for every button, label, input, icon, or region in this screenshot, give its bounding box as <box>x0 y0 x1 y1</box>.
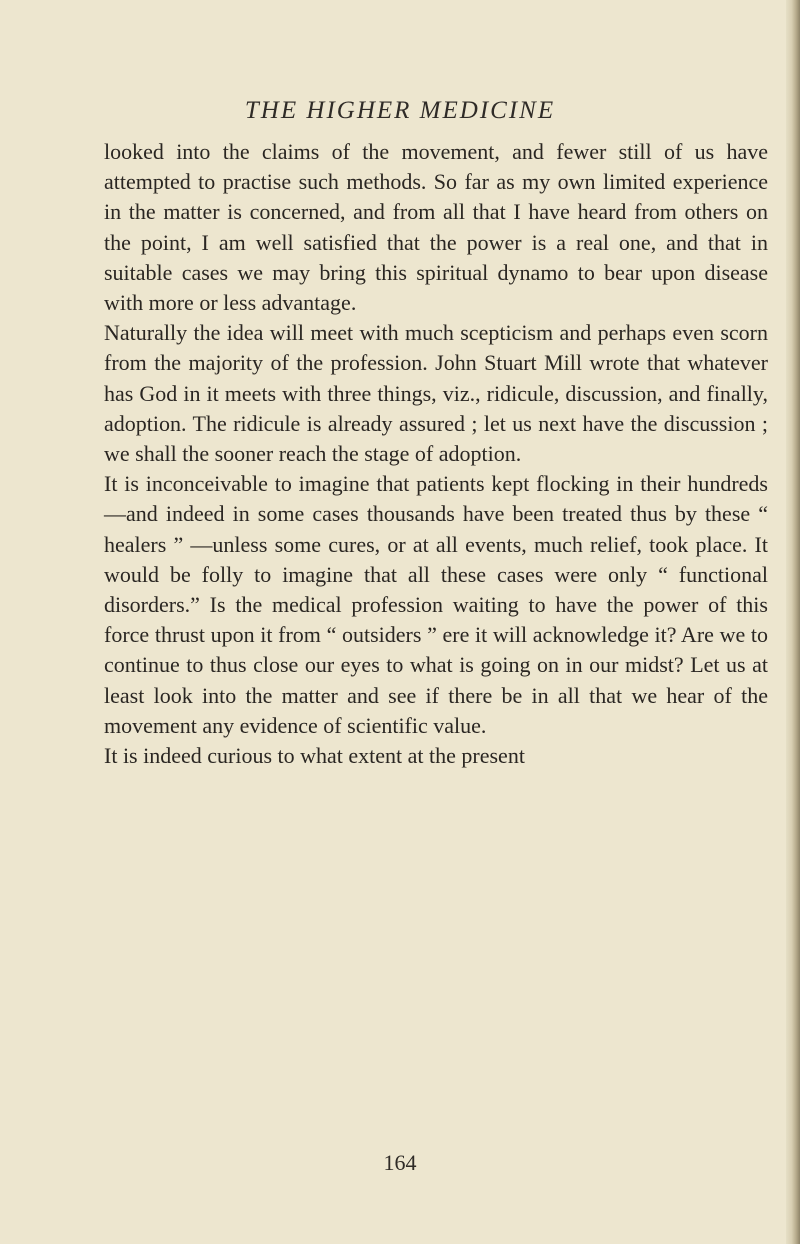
page-number: 164 <box>383 1150 417 1175</box>
paragraph-3: It is inconceivable to imagine that patients kept flocking in their hundreds—and indeed in some cases thousands have been treated thus by these “ healers ” —unless some cures, or at all events, much relief, took place. It would be folly to imagine that all these cases were only “ functional disorders.” Is the medical profession waiting to have the power of this force thrust upon it from “ outsiders ” ere it will acknowledge it? Are we to continue to thus close our eyes to what is going on in our midst? Let us at least look into the matter and see if there be in all that we hear of the movement any evidence of scientific value. <box>104 471 768 738</box>
paragraph-2: Naturally the idea will meet with much scepticism and perhaps even scorn from the majority of the profession. John Stuart Mill wrote that whatever has God in it meets with three things, viz., ridicule, discussion, and finally, adoption. The ridicule is already assured ; let us next have the discussion ; we shall the sooner reach the stage of adoption. <box>104 320 768 467</box>
running-head: THE HIGHER MEDICINE <box>244 97 556 124</box>
paragraph-4: It is indeed curious to what extent at the present <box>104 743 525 769</box>
body-text <box>104 137 768 771</box>
paragraph-1: looked into the claims of the movement, and fewer still of us have attempted to practise such methods. So far as my own limited experience in the matter is concerned, and from all that I have heard from others on the point, I am well satisfied that the power is a real one, and that in suitable cases we may bring this spiritual dynamo to bear upon disease with more or less advantage. <box>104 139 768 316</box>
page-edge <box>786 0 800 1244</box>
